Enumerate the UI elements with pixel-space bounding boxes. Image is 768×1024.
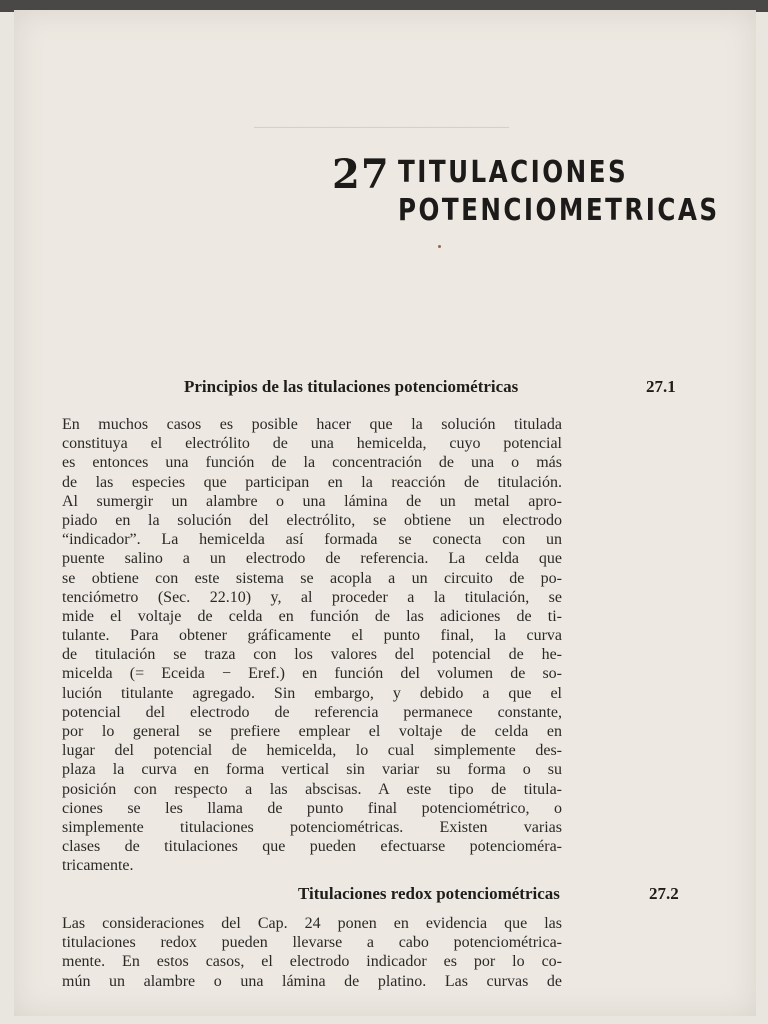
chapter-number: 27: [332, 151, 390, 198]
text-line: mente. En estos casos, el electrodo indicador es por lo co-: [62, 953, 562, 971]
section-number: 27.2: [649, 884, 679, 903]
text-line: potencial del electrodo de referencia permanece constante,: [62, 703, 562, 721]
ink-speck: [438, 245, 441, 248]
text-line: constituya el electrólito de una hemicelda, cuyo potencial: [62, 435, 562, 453]
text-line: clases de titulaciones que pueden efectuarse potencioméra-: [62, 838, 562, 856]
text-line: mide el voltaje de celda en función de las adiciones de ti-: [62, 607, 562, 625]
section-title: Titulaciones redox potenciométricas: [298, 884, 560, 903]
text-line: Las consideraciones del Cap. 24 ponen en evidencia que las: [62, 915, 562, 932]
section-number: 27.1: [646, 377, 676, 396]
text-line: micelda (= Eceida − Eref.) en función del volumen de so-: [62, 665, 562, 683]
text-line: se obtiene con este sistema se acopla a un circuito de po-: [62, 569, 562, 587]
text-line: lugar del potencial de hemicelda, lo cual simplemente des-: [62, 742, 562, 760]
text-line: posición con respecto a las abscisas. A este tipo de titula-: [62, 780, 562, 798]
text-line: es entonces una función de la concentración de una o más: [62, 454, 562, 472]
text-line: tulante. Para obtener gráficamente el punto final, la curva: [62, 627, 562, 645]
section-title: Principios de las titulaciones potenciométricas: [184, 377, 519, 396]
text-line: de titulación se traza con los valores del potencial de he-: [62, 646, 562, 664]
text-line: En muchos casos es posible hacer que la solución titulada: [62, 416, 562, 433]
text-line: plaza la curva en forma vertical sin variar su forma o su: [62, 761, 562, 779]
text-line: tricamente.: [62, 857, 134, 875]
text-line: de las especies que participan en la reacción de titulación.: [62, 473, 562, 491]
text-line: Al sumergir un alambre o una lámina de un metal apro-: [62, 492, 562, 510]
text-line: puente salino a un electrodo de referencia. La celda que: [62, 550, 562, 568]
text-line: ciones se les llama de punto final potenciométrico, o: [62, 799, 562, 817]
show-through-texture: ────────────────────────: [254, 120, 510, 136]
text-line: “indicador”. La hemicelda así formada se conecta con un: [62, 531, 562, 549]
text-line: piado en la solución del electrólito, se obtiene un electrodo: [62, 511, 562, 529]
text-line: mún un alambre o una lámina de platino. Las curvas de: [62, 972, 562, 990]
paragraph-27-2: [62, 914, 562, 991]
text-line: por lo general se prefiere emplear el voltaje de celda en: [62, 723, 562, 740]
text-line: lución titulante agregado. Sin embargo, y debido a que el: [62, 684, 562, 702]
text-line: titulaciones redox pueden llevarse a cabo potenciométrica-: [62, 934, 562, 952]
text-line: simplemente titulaciones potenciométricas. Existen varias: [62, 818, 562, 836]
chapter-title-line-2: POTENCIOMETRICAS: [398, 193, 720, 228]
paragraph-27-1: [62, 415, 562, 876]
text-line: tenciómetro (Sec. 22.10) y, al proceder a la titulación, se: [62, 588, 562, 606]
chapter-title-line-1: TITULACIONES: [398, 155, 629, 190]
